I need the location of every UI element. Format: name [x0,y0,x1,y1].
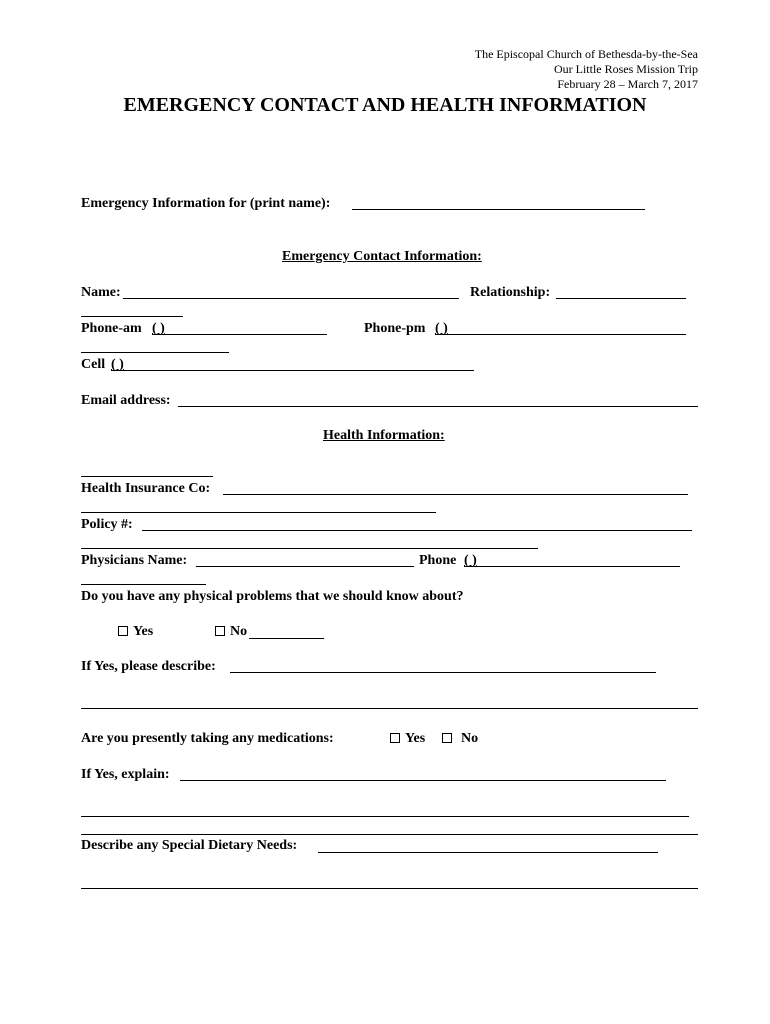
physician-phone-area: ( ) [464,553,477,568]
describe-label: If Yes, please describe: [81,659,216,674]
medications-no-checkbox[interactable] [442,733,452,743]
trip-dates: February 28 – March 7, 2017 [557,77,698,91]
medications-question: Are you presently taking any medications: [81,731,334,746]
policy-input[interactable] [142,514,696,532]
phone-am-label: Phone-am [81,321,142,336]
problems-question: Do you have any physical problems that we should know about? [81,589,464,604]
cell-input[interactable] [111,354,478,372]
no-line [249,638,324,639]
org-name: The Episcopal Church of Bethesda-by-the-Sea [474,47,698,61]
health-heading: Health Information: [323,428,445,443]
cell-area: ( ) [111,357,124,372]
insurance-label: Health Insurance Co: [81,481,211,496]
explain-line-3 [81,834,698,835]
explain-input[interactable] [180,764,670,782]
phone-am-input[interactable] [152,318,331,336]
insurance-input[interactable] [223,478,692,496]
overflow-line [81,352,229,353]
problems-yes-label: Yes [133,624,154,639]
email-input[interactable] [178,390,702,408]
dietary-input[interactable] [318,836,662,854]
emergency-contact-heading: Emergency Contact Information: [282,249,482,264]
physician-label: Physicians Name: [81,553,188,568]
overflow-line [81,316,183,317]
phone-am-area: ( ) [152,321,165,336]
emergency-for-label: Emergency Information for (print name): [81,196,331,211]
phone-pm-area: ( ) [435,321,448,336]
trip-name: Our Little Roses Mission Trip [553,62,698,76]
dietary-input-2[interactable] [81,872,702,890]
phone-pm-input[interactable] [435,318,690,336]
overflow-line [81,476,213,477]
medications-yes-label: Yes [405,731,426,746]
problems-no-label: No [230,624,248,639]
describe-input-2[interactable] [81,692,702,710]
overflow-line [81,512,436,513]
email-label: Email address: [81,393,171,408]
emergency-for-input[interactable] [352,193,649,211]
physician-phone-label: Phone [419,553,457,568]
relationship-input[interactable] [556,282,690,300]
problems-yes-checkbox[interactable] [118,626,128,636]
relationship-label: Relationship: [470,285,551,300]
overflow-line [81,548,538,549]
dietary-label: Describe any Special Dietary Needs: [81,838,298,853]
page-title: EMERGENCY CONTACT AND HEALTH INFORMATION [123,94,647,116]
problems-no-checkbox[interactable] [215,626,225,636]
name-input[interactable] [123,282,463,300]
physician-input[interactable] [196,550,418,568]
medications-yes-checkbox[interactable] [390,733,400,743]
explain-label: If Yes, explain: [81,767,170,782]
describe-input[interactable] [230,656,660,674]
name-label: Name: [81,285,121,300]
cell-label: Cell [81,357,106,372]
policy-label: Policy #: [81,517,133,532]
physician-phone-input[interactable] [464,550,684,568]
explain-input-2[interactable] [81,800,693,818]
phone-pm-label: Phone-pm [364,321,426,336]
overflow-line [81,584,206,585]
medications-no-label: No [461,731,479,746]
